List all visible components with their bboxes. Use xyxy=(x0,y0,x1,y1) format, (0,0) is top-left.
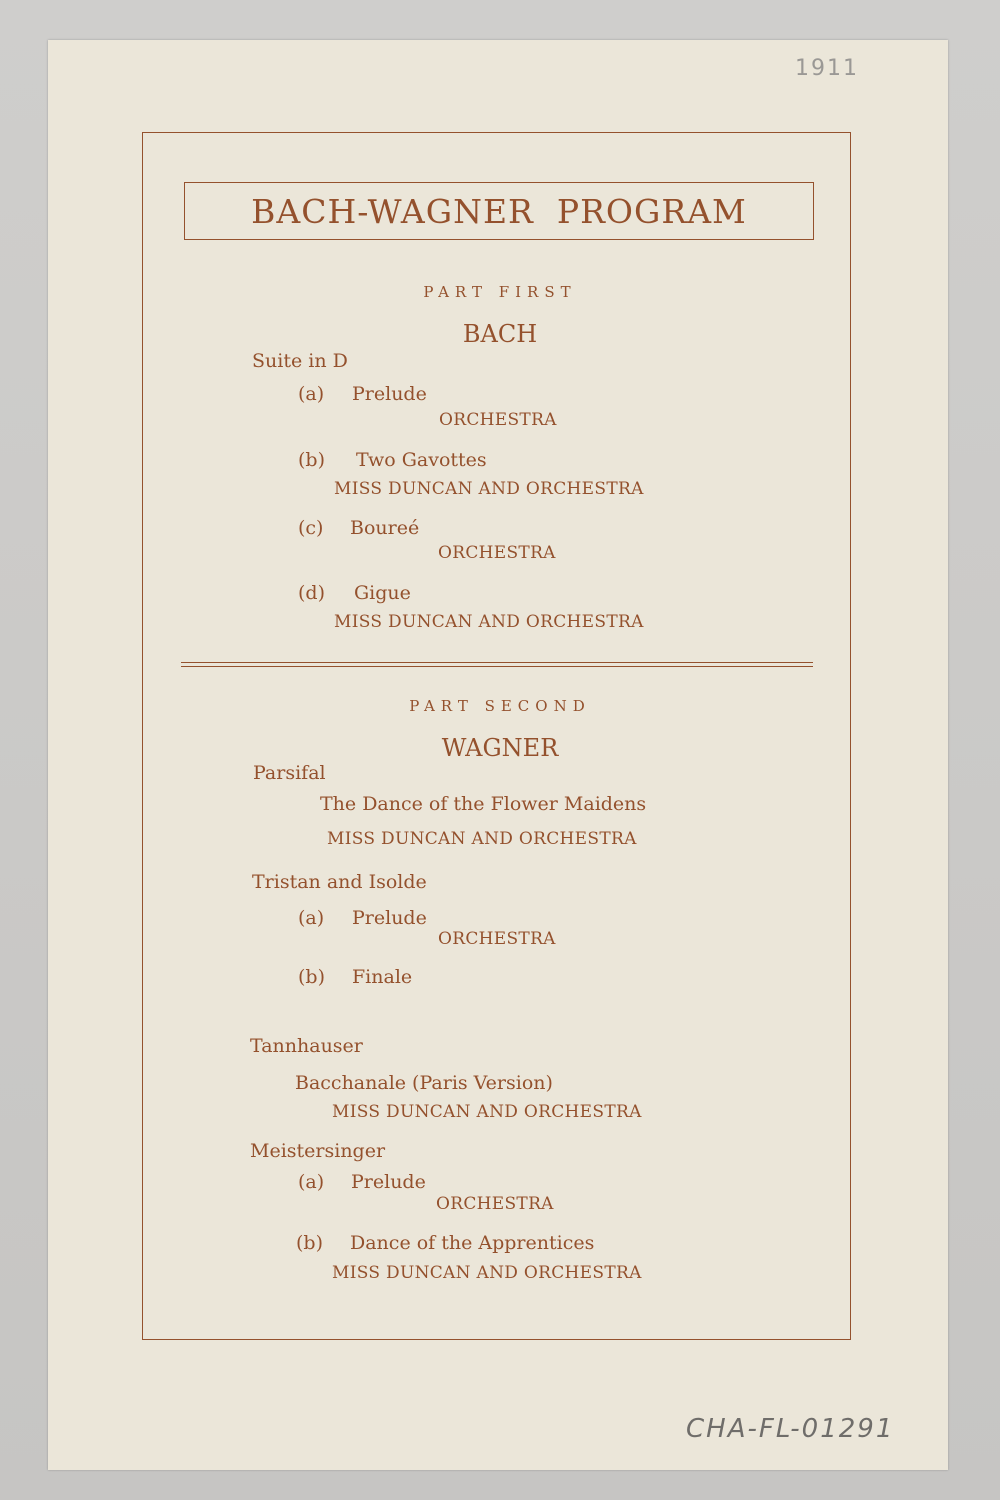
item-title: Prelude xyxy=(352,383,427,405)
item-performers: MISS DUNCAN AND ORCHESTRA xyxy=(327,829,637,849)
item-title: Prelude xyxy=(352,907,427,929)
year-annotation: 1911 xyxy=(795,56,859,81)
work-tristan-and-isolde: Tristan and Isolde xyxy=(252,871,427,893)
item-performers: ORCHESTRA xyxy=(439,410,557,430)
item-letter: (a) xyxy=(298,383,325,405)
item-letter: (c) xyxy=(298,517,324,539)
item-letter: (b) xyxy=(298,966,325,988)
item-title: Two Gavottes xyxy=(356,449,487,471)
item-performers: ORCHESTRA xyxy=(436,1194,554,1214)
item-letter: (a) xyxy=(298,907,325,929)
item-performers: MISS DUNCAN AND ORCHESTRA xyxy=(334,612,644,632)
work-tannhauser: Tannhauser xyxy=(250,1035,363,1057)
item-title: Prelude xyxy=(351,1171,426,1193)
catalog-number: CHA-FL-01291 xyxy=(686,1414,895,1444)
item-performers: MISS DUNCAN AND ORCHESTRA xyxy=(332,1263,642,1283)
item-title: Dance of the Apprentices xyxy=(350,1232,595,1254)
item-performers: ORCHESTRA xyxy=(438,929,556,949)
item-title: Bacchanale (Paris Version) xyxy=(295,1072,553,1094)
item-letter: (d) xyxy=(298,582,325,604)
item-title: Finale xyxy=(352,966,413,988)
program-title: BACH-WAGNER PROGRAM xyxy=(184,182,814,240)
part-first-heading: PART FIRST xyxy=(423,283,577,301)
item-performers: ORCHESTRA xyxy=(438,543,556,563)
composer-wagner: WAGNER xyxy=(441,734,559,762)
item-title: Gigue xyxy=(354,582,411,604)
section-divider xyxy=(181,662,813,667)
item-letter: (b) xyxy=(298,449,325,471)
item-letter: (a) xyxy=(298,1171,325,1193)
item-performers: MISS DUNCAN AND ORCHESTRA xyxy=(334,479,644,499)
part-second-heading: PART SECOND xyxy=(409,697,591,715)
work-suite-in-d: Suite in D xyxy=(252,350,348,372)
work-meistersinger: Meistersinger xyxy=(250,1140,386,1162)
item-performers: MISS DUNCAN AND ORCHESTRA xyxy=(332,1102,642,1122)
work-parsifal: Parsifal xyxy=(253,762,326,784)
item-title: The Dance of the Flower Maidens xyxy=(320,793,647,815)
item-letter: (b) xyxy=(296,1232,323,1254)
item-title: Boureé xyxy=(350,517,420,539)
composer-bach: BACH xyxy=(462,320,538,348)
